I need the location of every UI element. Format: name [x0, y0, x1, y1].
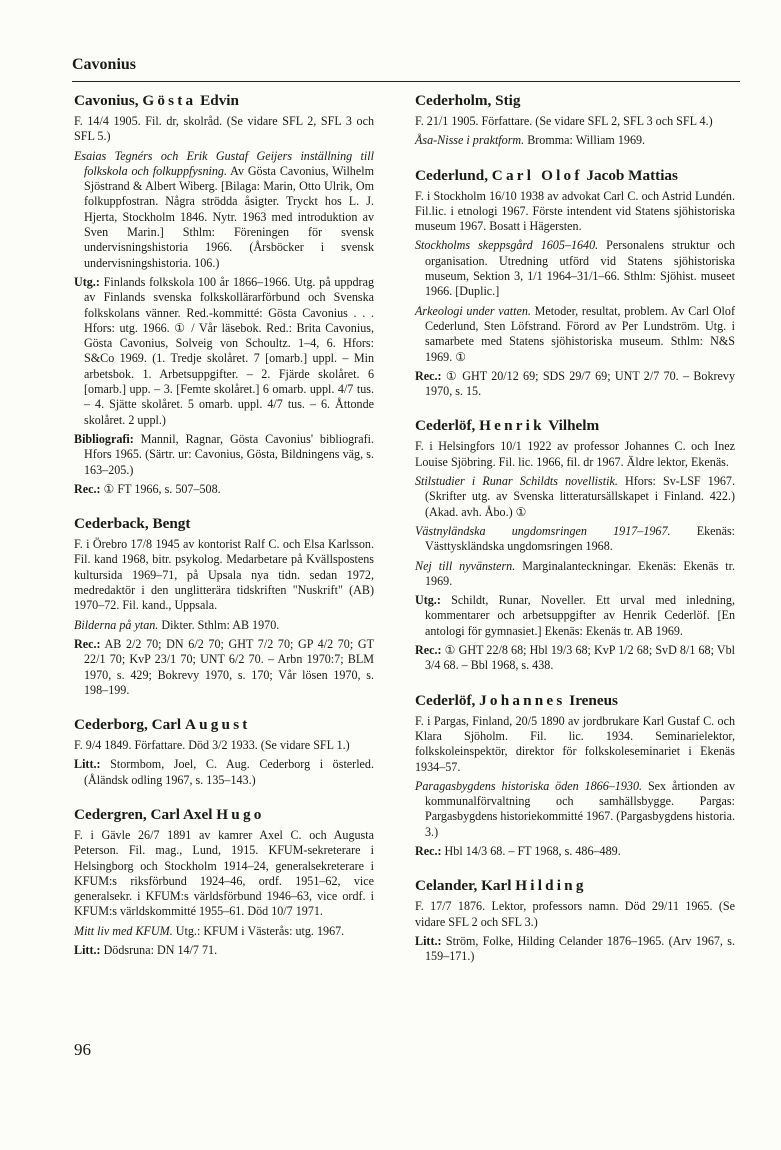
entry-bio: F. i Gävle 26/7 1891 av kamrer Axel C. och Augusta Peterson. Fil. mag., Lund, 1915. KFUM-sekreterare i Helsingborg och Stockholm 1914–24, generalsekreterare i KFUM:s riksförbund 1924–46, ordf. 1951–62, vice generalsekr. i KFUM:s världsförbund 1946–63, vice ordf. i KFUM:s världskommitté 1955–61. Död 10/7 1971. [74, 827, 374, 919]
entry-bio: F. 9/4 1849. Författare. Död 3/2 1933. (Se vidare SFL 1.) [74, 738, 350, 753]
entry-rec: Rec.: ① GHT 22/8 68; Hbl 19/3 68; KvP 1/2 68; SvD 8/1 68; Vbl 3/4 68. – Bbl 1968, s. 438. [415, 643, 735, 673]
entry-cederlof-johannes [415, 692, 735, 860]
entry-name: Cedergren, Carl Axel Hugo [74, 805, 265, 823]
entry-utg: Utg.: Finlands folkskola 100 år 1866–1966. Utg. på uppdrag av Finlands svenska folkskollärarförbund och Svenska folkskolans vänner. Red.-kommitté: Gösta Cavonius . . . Hfors: utg. 1966. ① / Vår läsebok. Red.: Brita Cavonius, Gösta Cavonius, Solveig von Schoultz. 1–4, 6. Hfors: S&Co 1969. (1. Tredje skolåret. 7 [omarb.] uppl. – Min arbetsbok. 1. Arbetsuppgifter. – 2. Fjärde skolåret. 6 [omarb.] upp. – 3. [Femte skolåret.] 6 omarb. uppl. 4/7 tus. – 4. Sjätte skolåret. 5 omarb. uppl. 4/7 tus. – 6. Åttonde skolåret. 2 uppl.) [74, 274, 374, 427]
entry-name: Cederlund, Carl Olof Jacob Mattias [415, 166, 678, 184]
entry-rec: Rec.: Hbl 14/3 68. – FT 1968, s. 486–489. [415, 843, 621, 858]
entry-rec: Rec.: ① GHT 20/12 69; SDS 29/7 69; UNT 2/7 70. – Bokrevy 1970, s. 15. [415, 368, 735, 399]
entry-name: Cederlöf, Johannes Ireneus [415, 691, 618, 709]
entry-name: Celander, Karl Hilding [415, 877, 587, 895]
running-header: Cavonius [72, 56, 137, 73]
page-number: 96 [74, 1040, 91, 1059]
entry-work: Esaias Tegnérs och Erik Gustaf Geijers inställning till folkskola och folkuppfysning. Av Gösta Cavonius, Wilhelm Sjöstrand & Albert Wiberg. [Bilaga: Marin, Otto Ulrik, Om folkuppfostran. Några strödda åsigter. Tryckt hos L. J. Hjerta, Stockholm 1846. Nytr. 1963 med introduktion av Sven Marin.] Sthlm: Föreningen för svensk undervisningshistoria 1966. (Årsböcker i svensk undervisningshistoria. 106.) [74, 148, 374, 270]
entry-litt: Litt.: Ström, Folke, Hilding Celander 1876–1965. (Arv 1967, s. 159–171.) [415, 933, 735, 964]
entry-work: Västnyländska ungdomsringen 1917–1967. Ekenäs: Västtyskländska ungdomsringen 1968. [415, 523, 736, 554]
entry-work: Stockholms skeppsgård 1605–1640. Personalens struktur och organisation. Utredning utförd vid Statens sjöhistoriska museum, Sektion 3, 1/1 1964–31/1–66. Sthlm: Sjöhist. museet 1966. [Duplic.] [415, 238, 735, 299]
entry-bio: F. 21/1 1905. Författare. (Se vidare SFL 2, SFL 3 och SFL 4.) [415, 114, 713, 128]
entry-work: Åsa-Nisse i praktform. Bromma: William 1969. [415, 133, 646, 148]
header-rule [72, 81, 740, 82]
entry-cederback [74, 515, 374, 698]
entry-utg: Utg.: Schildt, Runar, Noveller. Ett urval med inledning, kommentarer och arbetsuppgifter av Henrik Cederlöf. [En antologi för gymnasiet.] Ekenäs: Ekenäs tr. AB 1969. [415, 593, 735, 638]
entry-rec: Rec.: ① FT 1966, s. 507–508. [74, 481, 221, 496]
entry-cederlof-henrik [415, 417, 735, 673]
entry-name: Cederborg, Carl August [74, 716, 251, 734]
entry-cedergren [74, 806, 374, 958]
entry-name: Cavonius, Gösta Edvin [74, 92, 239, 109]
entry-bibliografi: Bibliografi: Mannil, Ragnar, Gösta Cavonius' bibliografi. Hfors 1965. (Särtr. ur: Cavonius, Gösta, Bildningens väg, s. 163–205.) [74, 431, 374, 477]
entry-bio: F. i Helsingfors 10/1 1922 av professor Johannes C. och Inez Louise Sjöbring. Fil. lic. 1966, fil. dr 1967. Äldre lektor, Ekenäs. [415, 439, 735, 469]
entry-bio: F. 14/4 1905. Fil. dr, skolråd. (Se vidare SFL 2, SFL 3 och SFL 5.) [74, 114, 374, 144]
left-column [74, 92, 374, 976]
entry-cederholm [415, 92, 735, 149]
entry-bio: F. i Stockholm 16/10 1938 av advokat Carl C. och Astrid Lundén. Fil.lic. i etnologi 1967. Förste intendent vid Statens sjöhistoriska museum 1967. Bosatt i Hägersten. [415, 188, 735, 234]
entry-work: Stilstudier i Runar Schildts novellistik. Hfors: Sv-LSF 1967. (Skrifter utg. av Svenska litteratursällskapet i Finland. 422.) (Akad. avh. Åbo.) ① [415, 474, 735, 519]
entry-bio: F. i Örebro 17/8 1945 av kontorist Ralf C. och Elsa Karlsson. Fil. kand 1968, bitr. psykolog. Medarbetare på Kvällspostens kultursida 1969–71, på Upsala nya tidn. sedan 1972, medredaktör i den unglitterära tidskriften "Nuskrift" (AB) 1970–72. Fil. kand., Uppsala. [74, 537, 374, 613]
entry-cederborg [74, 716, 374, 788]
entry-litt: Litt.: Stormbom, Joel, C. Aug. Cederborg i österled. (Åländsk odling 1967, s. 135–143.) [74, 757, 374, 787]
entry-work: Bilderna på ytan. Dikter. Sthlm: AB 1970. [74, 617, 280, 632]
entry-name: Cederlöf, Henrik Vilhelm [415, 417, 600, 435]
entry-name: Cederback, Bengt [74, 515, 191, 533]
right-column [415, 92, 735, 982]
entry-litt: Litt.: Dödsruna: DN 14/7 71. [74, 943, 218, 958]
entry-work: Mitt liv med KFUM. Utg.: KFUM i Västerås: utg. 1967. [74, 923, 345, 938]
entry-rec: Rec.: AB 2/2 70; DN 6/2 70; GHT 7/2 70; GP 4/2 70; GT 22/1 70; KvP 23/1 70; UNT 6/2 70. – Arbn 1970:7; BLM 1970, s. 429; Bokrevy 1970, s. 170; Vår lösen 1970, s. 198–199. [74, 636, 374, 697]
entry-cederlund [415, 167, 735, 400]
entry-bio: F. i Pargas, Finland, 20/5 1890 av jordbrukare Karl Gustaf C. och Klara Sjöholm. Fil. lic. 1934. Seminarielektor, folkskoleinspektör, direktor för folkskoleseminariet i Ekenäs 1934–57. [415, 713, 735, 774]
entry-work: Nej till nyvänstern. Marginalanteckningar. Ekenäs: Ekenäs tr. 1969. [415, 558, 735, 588]
entry-work: Arkeologi under vatten. Metoder, resultat, problem. Av Carl Olof Cederlund, Sten Löfstrand. Förord av Per Lundström. Utg. i samarbete med Statens sjöhistoriska museum. Sthlm: N&S 1969. ① [415, 303, 735, 364]
entry-cavonius [74, 92, 374, 497]
entry-name: Cederholm, Stig [415, 92, 521, 109]
entry-bio: F. 17/7 1876. Lektor, professors namn. Död 29/11 1965. (Se vidare SFL 2 och SFL 3.) [415, 899, 735, 929]
entry-celander [415, 877, 735, 964]
entry-work: Paragasbygdens historiska öden 1866–1930. Sex årtionden av kommunalförvaltning och samhällsbygge. Pargas: Pargasbygdens historiekommitté 1967. (Pargasbygdens historia. 3.) [415, 778, 735, 839]
